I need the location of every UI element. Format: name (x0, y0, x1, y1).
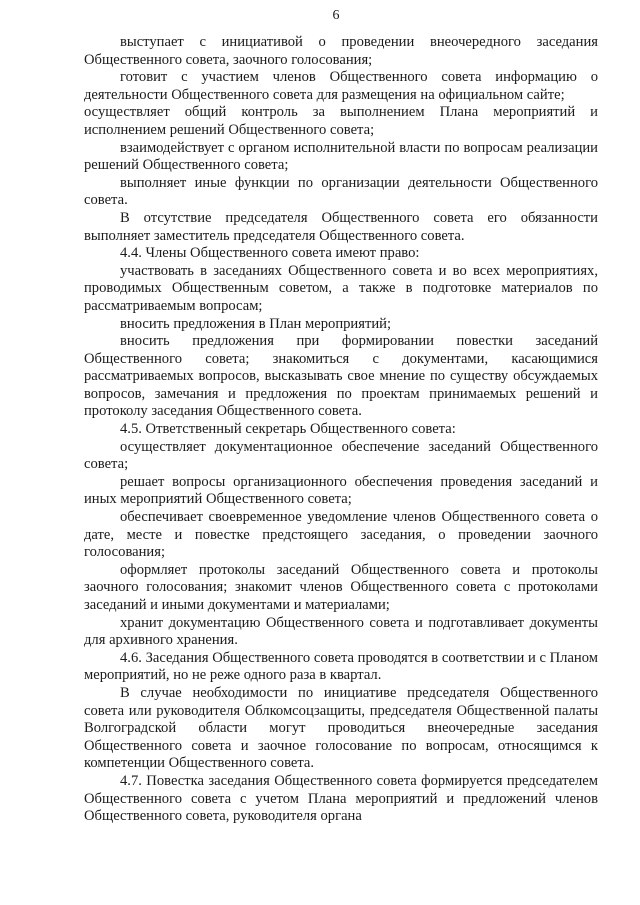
paragraph-13: решает вопросы организационного обеспечения проведения заседаний и иных мероприятий Общественного совета; (84, 473, 598, 508)
paragraph-3: осуществляет общий контроль за выполнением Плана мероприятий и исполнением решений Общественного совета; (84, 104, 598, 138)
section-heading-4-5: 4.5. Ответственный секретарь Общественного совета: (120, 421, 456, 438)
paragraph-2: готовит с участием членов Общественного совета информацию о деятельности Общественного совета для размещения на официальном сайте; (84, 69, 598, 103)
paragraph-9: вносить предложения в План мероприятий; (120, 315, 391, 332)
paragraph-5: выполняет иные функции по организации деятельности Общественного совета. (84, 174, 598, 209)
section-heading-4-4: 4.4. Члены Общественного совета имеют право: (120, 245, 420, 262)
paragraph-1: выступает с инициативой о проведении внеочередного заседания Общественного совета, заочного голосования; (84, 34, 598, 68)
paragraph-10: вносить предложения при формировании повестки заседаний Общественного совета; знакомиться с документами, касающимися рассматриваемых вопросов, высказывать свое мнение по существу обсуждаемых вопросов, замечания и предложения по проектам принимаемых решений и протоколу заседания Общественного совета. (84, 333, 598, 420)
paragraph-14: обеспечивает своевременное уведомление членов Общественного совета о дате, месте и повестке предстоящего заседания, о проведении заочного голосования; (84, 509, 598, 561)
section-4-7: 4.7. Повестка заседания Общественного совета формируется председателем Общественного совета с учетом Плана мероприятий и предложений членов Общественного совета, руководителя органа (84, 772, 598, 825)
paragraph-4: взаимодействует с органом исполнительной власти по вопросам реализации решений Общественного совета; (84, 139, 598, 174)
paragraph-6: В отсутствие председателя Общественного совета его обязанности выполняет заместитель председателя Общественного совета. (84, 209, 598, 244)
paragraph-8: участвовать в заседаниях Общественного совета и во всех мероприятиях, проводимых Общественным советом, а также в подготовке материалов по рассматриваемым вопросам; (84, 262, 598, 314)
paragraph-15: оформляет протоколы заседаний Общественного совета и протоколы заочного голосования; знакомит членов Общественного совета с протоколами заседаний и иными документами и материалами; (84, 561, 598, 613)
page-number: 6 (332, 8, 340, 23)
paragraph-12: осуществляет документационное обеспечение заседаний Общественного совета; (84, 438, 598, 473)
paragraph-18: В случае необходимости по инициативе председателя Общественного совета или руководителя Облкомсоцзащиты, председателя Общественной палаты Волгоградской области могут проводиться внеочередные заседания Общественного совета и заочное голосование по вопросам, относящимся к компетенции Общественного совета. (84, 684, 598, 772)
section-4-6: 4.6. Заседания Общественного совета проводятся в соответствии и с Планом мероприятий, но не реже одного раза в квартал. (84, 649, 598, 684)
paragraph-16: хранит документацию Общественного совета и подготавливает документы для архивного хранения. (84, 614, 598, 649)
